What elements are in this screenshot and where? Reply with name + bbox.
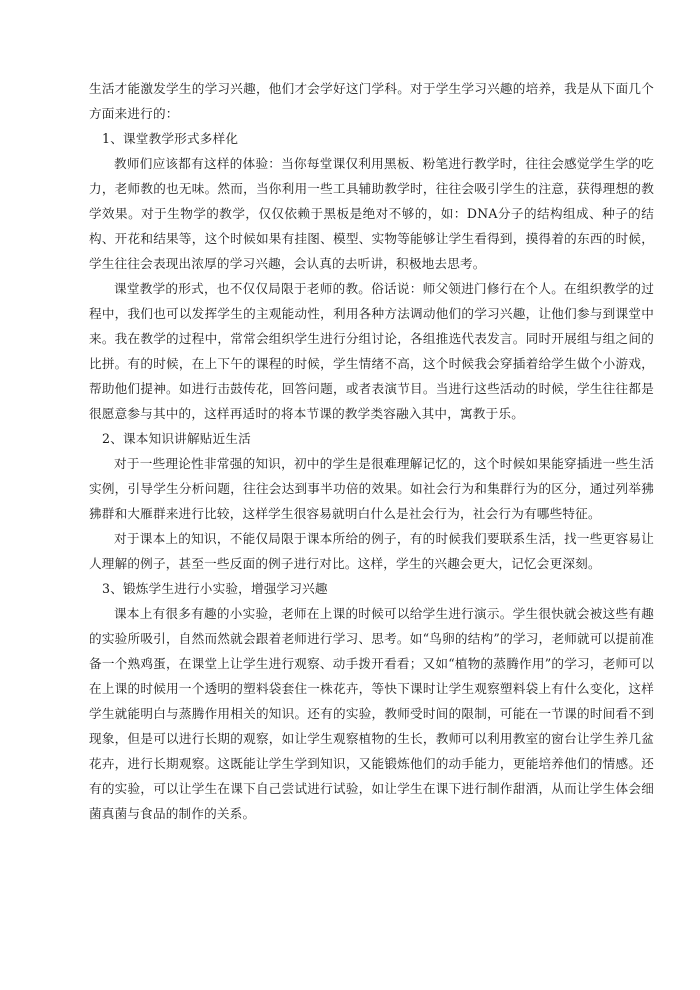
paragraph: 课堂教学的形式，也不仅仅局限于老师的教。俗话说：师父领进门修行在个人。在组织教学的过程中，我们也可以发挥学生的主观能动性，利用各种方法调动他们的学习兴趣，让他们参与到课堂中来。我在教学的过程中，常常会组织学生进行分组讨论，各组推选代表发言。同时开展组与组之间的比拼。有的时候，在上下午的课程的时候，学生情绪不高，这个时候我会穿插着给学生做个小游戏，帮助他们提神。如进行击鼓传花，回答问题，或者表演节目。当进行这些活动的时候，学生往往都是很愿意参与其中的，这样再适时的将本节课的教学类容融入其中，寓教于乐。 [89, 281, 654, 421]
paragraph: 教师们应该都有这样的体验：当你每堂课仅利用黑板、粉笔进行教学时，往往会感觉学生学的吃力，老师教的也无味。然而，当你利用一些工具辅助教学时，往往会吸引学生的注意，获得理想的教学效果。对于生物学的教学，仅仅依赖于黑板是绝对不够的，如：DNA分子的结构组成、种子的结构、开花和结果等，这个时候如果有挂图、模型、实物等能够让学生看得到，摸得着的东西的时候，学生往往会表现出浓厚的学习兴趣，会认真的去听讲，积极地去思考。 [89, 156, 654, 271]
paragraph: 对于课本上的知识，不能仅局限于课本所给的例子，有的时候我们要联系生活，找一些更容易让人理解的例子，甚至一些反面的例子进行对比。这样，学生的兴趣会更大，记忆会更深刻。 [89, 531, 654, 571]
document-page [89, 76, 654, 826]
section-heading: 2、课本知识讲解贴近生活 [102, 431, 251, 446]
paragraph: 对于一些理论性非常强的知识，初中的学生是很难理解记忆的，这个时候如果能穿插进一些生活实例，引导学生分析问题，往往会达到事半功倍的效果。如社会行为和集群行为的区分，通过列举狒狒群和大雁群来进行比较，这样学生很容易就明白什么是社会行为，社会行为有哪些特征。 [89, 456, 654, 521]
paragraph: 课本上有很多有趣的小实验，老师在上课的时候可以给学生进行演示。学生很快就会被这些有趣的实验所吸引，自然而然就会跟着老师进行学习、思考。如“鸟卵的结构”的学习，老师就可以提前准备一个熟鸡蛋，在课堂上让学生进行观察、动手拨开看看；又如“植物的蒸腾作用”的学习，老师可以在上课的时候用一个透明的塑料袋套住一株花卉，等快下课时让学生观察塑料袋上有什么变化，这样学生就能明白与蒸腾作用相关的知识。还有的实验，教师受时间的限制，可能在一节课的时间看不到现象，但是可以进行长期的观察，如让学生观察植物的生长，教师可以利用教室的窗台让学生养几盆花卉，进行长期观察。这既能让学生学到知识，又能锻炼他们的动手能力，更能培养他们的情感。还有的实验，可以让学生在课下自己尝试进行试验，如让学生在课下进行制作甜酒，从而让学生体会细菌真菌与食品的制作的关系。 [89, 606, 654, 821]
section-heading: 1、课堂教学形式多样化 [102, 131, 239, 146]
section-heading: 3、锻炼学生进行小实验，增强学习兴趣 [102, 581, 328, 596]
paragraph-continuation: 生活才能激发学生的学习兴趣，他们才会学好这门学科。对于学生学习兴趣的培养，我是从下面几个方面来进行的： [89, 81, 654, 121]
